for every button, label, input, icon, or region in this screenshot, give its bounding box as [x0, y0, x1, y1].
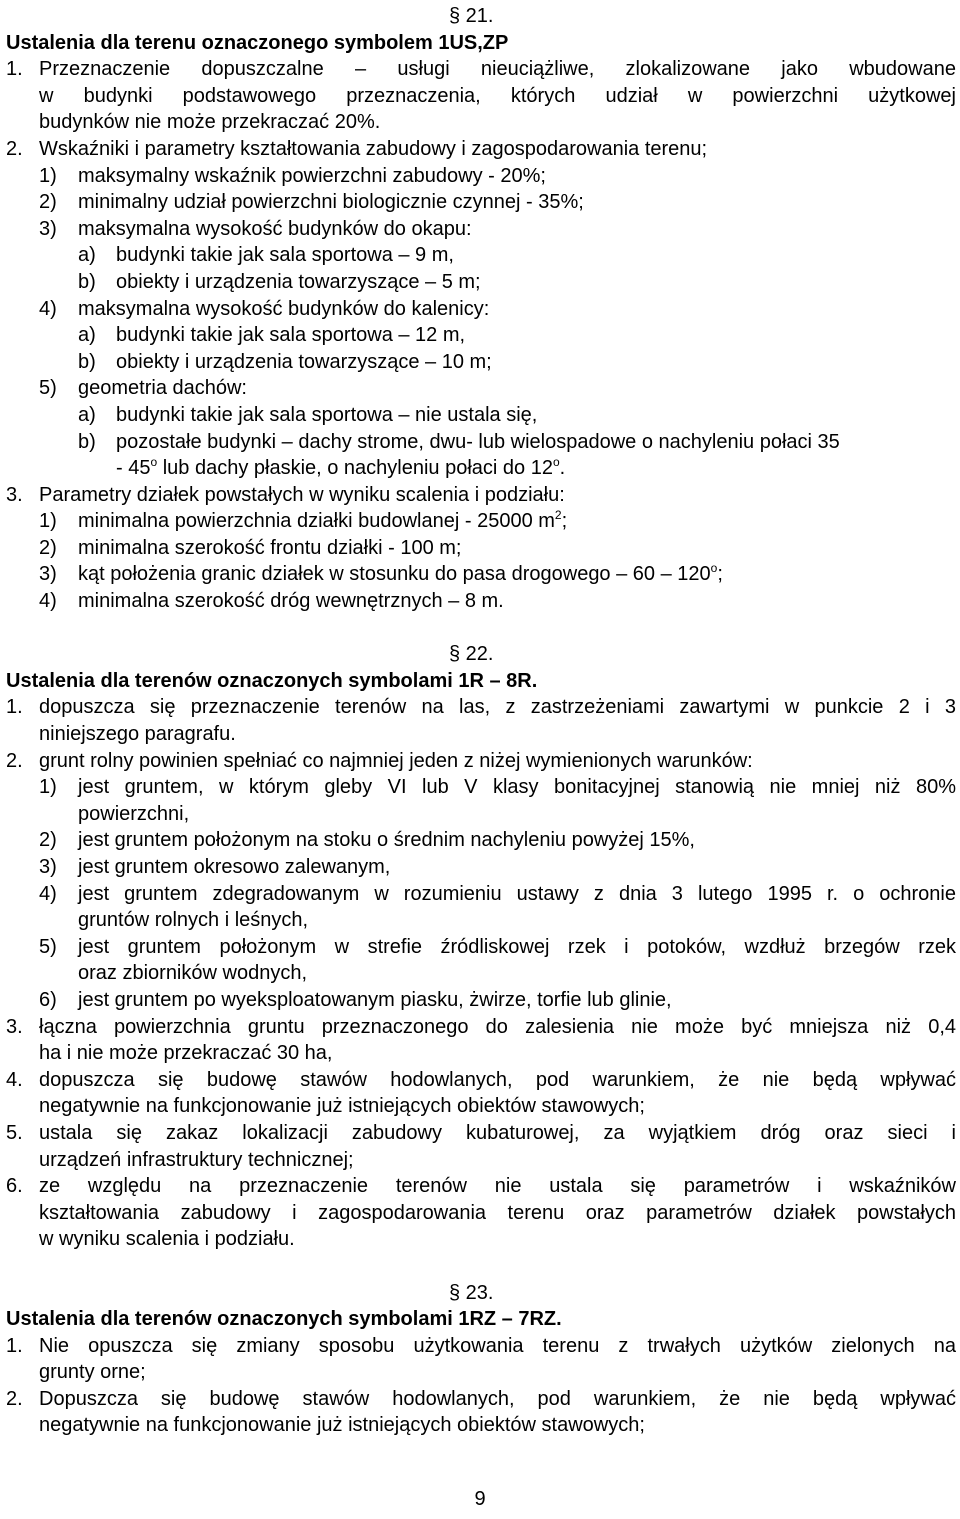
- s21-item-1: 1) maksymalny wskaźnik powierzchni zabudowy - 20%;: [39, 164, 546, 187]
- s21-item-5a: a) budynki takie jak sala sportowa – nie ustala się,: [78, 403, 538, 426]
- s22-point-5-line-2: urządzeń infrastruktury technicznej;: [39, 1148, 354, 1171]
- s22-point-3-line-2: ha i nie może przekraczać 30 ha,: [39, 1042, 333, 1065]
- s22-cond-2: 2) jest gruntem położonym na stoku o średnim nachyleniu powyżej 15%,: [39, 829, 695, 852]
- s22-cond-5: 5) jest gruntem położonym w strefie źródliskowej rzek i potoków, wzdłuż brzegów rzek: [39, 935, 956, 958]
- s22-cond-1: 1) jest gruntem, w którym gleby VI lub V klasy bonitacyjnej stanowią nie mniej niż 80%: [39, 776, 956, 799]
- section-23-number: § 23.: [449, 1281, 494, 1304]
- s23-point-1: 1. Nie opuszcza się zmiany sposobu użytkowania terenu z trwałych użytków zielonych na: [6, 1334, 956, 1357]
- s21-param-2: 2) minimalna szerokość frontu działki - 100 m;: [39, 536, 462, 559]
- s22-point-6: 6. ze względu na przeznaczenie terenów nie ustala się parametrów i wskaźników: [6, 1175, 956, 1198]
- section-22-number: § 22.: [449, 643, 494, 666]
- s21-point-1-line-2: w budynki podstawowego przeznaczenia, których udział w powierzchni użytkowej: [39, 84, 956, 107]
- s22-point-5: 5. ustala się zakaz lokalizacji zabudowy kubaturowej, za wyjątkiem dróg oraz sieci i: [6, 1121, 956, 1144]
- s23-point-2-line-2: negatywnie na funkcjonowanie już istniejących obiektów stawowych;: [39, 1414, 645, 1437]
- s22-cond-4-line-2: gruntów rolnych i leśnych,: [78, 909, 309, 932]
- s21-item-5b-line-2: - 45$^o$ lub dachy płaskie, o nachyleniu połaci do 12$^o$.: [116, 455, 566, 480]
- section-23-title: Ustalenia dla terenów oznaczonych symbolami 1RZ – 7RZ.: [6, 1308, 562, 1331]
- s21-item-3: 3) maksymalna wysokość budynków do okapu:: [39, 217, 472, 240]
- s21-item-2: 2) minimalny udział powierzchni biologicznie czynnej - 35%;: [39, 191, 584, 214]
- s21-item-3a: a) budynki takie jak sala sportowa – 9 m,: [78, 244, 454, 267]
- s21-item-4b: b) obiekty i urządzenia towarzyszące – 10 m;: [78, 350, 492, 373]
- s22-cond-1-line-2: powierzchni,: [78, 802, 190, 825]
- s21-item-3b: b) obiekty i urządzenia towarzyszące – 5 m;: [78, 270, 481, 293]
- s22-point-4: 4. dopuszcza się budowę stawów hodowlanych, pod warunkiem, że nie będą wpływać: [6, 1068, 956, 1091]
- s22-point-2: 2. grunt rolny powinien spełniać co najmniej jeden z niżej wymienionych warunków:: [6, 749, 753, 772]
- s22-cond-4: 4) jest gruntem zdegradowanym w rozumieniu ustawy z dnia 3 lutego 1995 r. o ochronie: [39, 882, 956, 905]
- s21-point-3: 3. Parametry działek powstałych w wyniku scalenia i podziału:: [6, 483, 565, 506]
- s22-point-4-line-2: negatywnie na funkcjonowanie już istniejących obiektów stawowych;: [39, 1095, 645, 1118]
- s21-point-1-line-3: budynków nie może przekraczać 20%.: [39, 111, 381, 134]
- section-22-title: Ustalenia dla terenów oznaczonych symbolami 1R – 8R.: [6, 669, 538, 692]
- s23-point-2: 2. Dopuszcza się budowę stawów hodowlanych, pod warunkiem, że nie będą wpływać: [6, 1387, 956, 1410]
- document-page: [6, 3, 956, 1439]
- s21-item-4: 4) maksymalna wysokość budynków do kalenicy:: [39, 297, 490, 320]
- s22-cond-6: 6) jest gruntem po wyeksploatowanym piasku, żwirze, torfie lub glinie,: [39, 988, 672, 1011]
- section-21-number: § 21.: [449, 5, 494, 27]
- s21-param-1: 1) minimalna powierzchnia działki budowlanej - 25000 $m^2$;: [39, 508, 568, 533]
- spacer: [6, 1253, 956, 1280]
- spacer: [6, 615, 956, 642]
- s21-item-5b: b) pozostałe budynki – dachy strome, dwu- lub wielospadowe o nachyleniu połaci 35: [78, 430, 840, 453]
- s21-item-4a: a) budynki takie jak sala sportowa – 12 m,: [78, 324, 466, 347]
- s23-point-1-line-2: grunty orne;: [39, 1361, 146, 1384]
- s22-cond-3: 3) jest gruntem okresowo zalewanym,: [39, 856, 391, 878]
- s22-point-6-line-2: kształtowania zabudowy i zagospodarowania terenu oraz parametrów działek powstałych: [39, 1201, 956, 1224]
- section-21-title: Ustalenia dla terenu oznaczonego symbolem 1US,ZP: [6, 31, 509, 54]
- s21-param-4: 4) minimalna szerokość dróg wewnętrznych – 8 m.: [39, 590, 504, 613]
- s21-point-1: 1. Przeznaczenie dopuszczalne – usługi nieuciążliwe, zlokalizowane jako wbudowane: [6, 58, 956, 81]
- s22-cond-5-line-2: oraz zbiorników wodnych,: [78, 962, 307, 985]
- s22-point-1-line-2: niniejszego paragrafu.: [39, 723, 236, 746]
- s21-param-3: 3) kąt położenia granic działek w stosunku do pasa drogowego – 60 – 120$^o$;: [39, 561, 723, 586]
- s21-point-2: 2. Wskaźniki i parametry kształtowania zabudowy i zagospodarowania terenu;: [6, 137, 708, 160]
- s22-point-6-line-3: w wyniku scalenia i podziału.: [39, 1228, 295, 1251]
- s22-point-3: 3. łączna powierzchnia gruntu przeznaczonego do zalesienia nie może być mniejsza niż 0,4: [6, 1015, 956, 1038]
- page-number: 9: [474, 1488, 486, 1510]
- s22-point-1: 1. dopuszcza się przeznaczenie terenów na las, z zastrzeżeniami zawartymi w punkcie 2 i 3: [6, 696, 956, 719]
- s21-item-5: 5) geometria dachów:: [39, 377, 247, 400]
